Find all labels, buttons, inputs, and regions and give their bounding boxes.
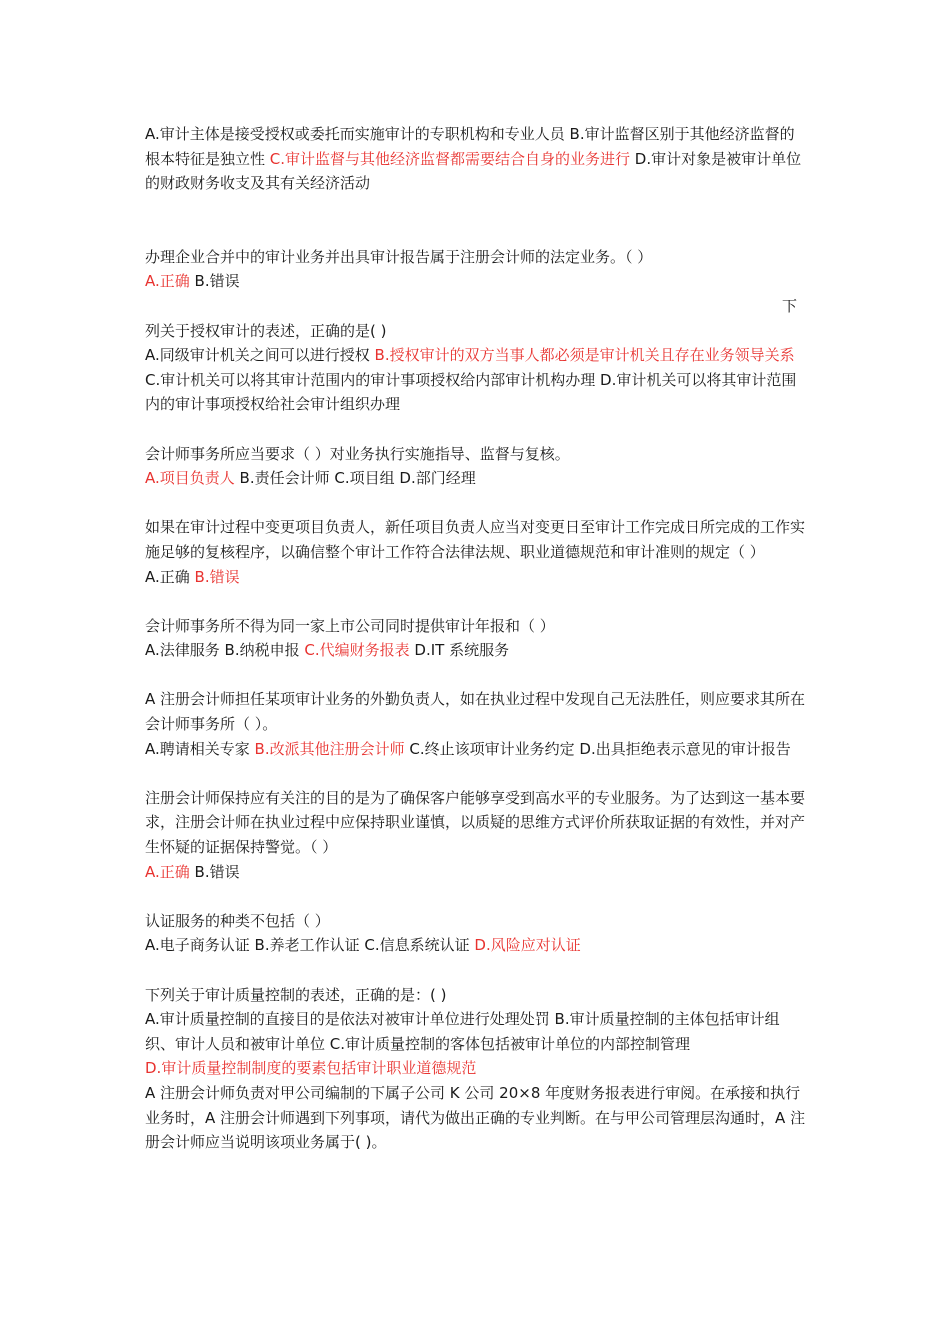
q3-question-start: 下 bbox=[781, 296, 797, 315]
q1-option-c-answer: C.审计监督与其他经济监督都需要结合自身的业务进行 bbox=[269, 149, 631, 168]
q7-option-c: C.终止该项审计业务约定 bbox=[404, 739, 580, 758]
q3-option-d: D.审计机关可以将其审计范围内的审计事项授权给社会审计组织办理 bbox=[145, 370, 797, 414]
q2-option-b: B.错误 bbox=[189, 272, 240, 291]
q6-option-c-answer: C.代编财务报表 bbox=[304, 641, 410, 660]
q3-option-b-answer: B.授权审计的双方当事人都必须是审计机关且存在业务领导关系 bbox=[374, 346, 795, 365]
q8-options bbox=[145, 860, 809, 885]
q10-option-b: B.审计质量控制的主体包括审计组织、审计人员和被审计单位 bbox=[145, 1010, 780, 1053]
q7-option-d: D.出具拒绝表示意见的审计报告 bbox=[579, 739, 791, 758]
q4-options bbox=[145, 466, 809, 491]
q7-options bbox=[145, 737, 809, 762]
q4-option-a-answer: A.项目负责人 bbox=[145, 469, 235, 488]
q10-option-d-answer: D.审计质量控制制度的要素包括审计职业道德规范 bbox=[145, 1059, 477, 1078]
q9-option-b: B.养老工作认证 bbox=[254, 936, 365, 955]
q10-question: 下列关于审计质量控制的表述，正确的是：( ) bbox=[145, 985, 447, 1004]
q10-options bbox=[145, 1007, 809, 1081]
q5-options bbox=[145, 565, 809, 590]
q3-option-c: C.审计机关可以将其审计范围内的审计事项授权给内部审计机构办理 bbox=[145, 370, 601, 389]
q5-option-a: A.正确 bbox=[145, 567, 195, 586]
q6-option-a: A.法律服务 bbox=[145, 641, 225, 660]
q7-option-b-answer: B.改派其他注册会计师 bbox=[254, 739, 405, 758]
q6-option-d: D.IT 系统服务 bbox=[409, 641, 510, 660]
q9-question: 认证服务的种类不包括（ ） bbox=[145, 911, 330, 930]
q8-question: 注册会计师保持应有关注的目的是为了确保客户能够享受到高水平的专业服务。为了达到这一基本要求，注册会计师在执业过程中应保持职业谨慎，以质疑的思维方式评价所获取证据的有效性，并对产生怀疑的证据保持警觉。（ ） bbox=[145, 788, 806, 857]
q9-option-c: C.信息系统认证 bbox=[364, 936, 475, 955]
q1-option-a: A.审计主体是接受授权或委托而实施审计的专职机构和专业人员 bbox=[145, 125, 570, 143]
q1-options bbox=[145, 122, 809, 196]
q8-option-a-answer: A.正确 bbox=[145, 862, 190, 881]
q7-option-a: A.聘请相关专家 bbox=[145, 739, 255, 758]
q4-option-c: C.项目组 bbox=[334, 469, 400, 488]
q10-option-c: C.审计质量控制的客体包括被审计单位的内部控制管理 bbox=[329, 1034, 691, 1053]
q10-option-a: A.审计质量控制的直接目的是依法对被审计单位进行处理处罚 bbox=[145, 1010, 555, 1029]
q8-option-b: B.错误 bbox=[189, 862, 240, 881]
q3-question: 列关于授权审计的表述，正确的是( ) bbox=[145, 321, 387, 340]
q9-options bbox=[145, 933, 809, 958]
q4-question: 会计师事务所应当要求（ ）对业务执行实施指导、监督与复核。 bbox=[145, 444, 570, 463]
q6-options bbox=[145, 638, 809, 663]
q2-options bbox=[145, 269, 809, 294]
q5-question: 如果在审计过程中变更项目负责人，新任项目负责人应当对变更日至审计工作完成日所完成的工作实施足够的复核程序，以确信整个审计工作符合法律法规、职业道德规范和审计准则的规定（ ） bbox=[145, 518, 806, 561]
q3-options bbox=[145, 343, 809, 417]
q9-option-a: A.电子商务认证 bbox=[145, 936, 255, 955]
q4-option-d: D.部门经理 bbox=[399, 469, 476, 488]
q3-option-a: A.同级审计机关之间可以进行授权 bbox=[145, 346, 375, 365]
q11-question: A 注册会计师负责对甲公司编制的下属子公司 K 公司 20×8 年度财务报表进行审阅。在承接和执行业务时，A 注册会计师遇到下列事项，请代为做出正确的专业判断。在与甲公司管理层沟通时，A 注册会计师应当说明该项业务属于( )。 bbox=[145, 1083, 806, 1152]
q9-option-d-answer: D.风险应对认证 bbox=[474, 936, 581, 955]
q7-question: A 注册会计师担任某项审计业务的外勤负责人，如在执业过程中发现自己无法胜任，则应要求其所在会计师事务所（ ）。 bbox=[145, 690, 806, 734]
q5-option-b-answer: B.错误 bbox=[194, 567, 240, 586]
q6-question: 会计师事务所不得为同一家上市公司同时提供审计年报和（ ） bbox=[145, 616, 555, 635]
q4-option-b: B.责任会计师 bbox=[234, 469, 335, 488]
q1-option-d: D.审计对象是被审计单位的财政财务收支及其有关经济活动 bbox=[145, 149, 802, 193]
q2-option-a-answer: A.正确 bbox=[145, 272, 190, 291]
q1-option-b: B.审计监督区别于其他经济监督的根本特征是独立性 bbox=[145, 125, 795, 168]
q2-question: 办理企业合并中的审计业务并出具审计报告属于注册会计师的法定业务。（ ） bbox=[145, 247, 653, 266]
q6-option-b: B.纳税申报 bbox=[224, 641, 305, 660]
document-page bbox=[145, 122, 809, 1155]
